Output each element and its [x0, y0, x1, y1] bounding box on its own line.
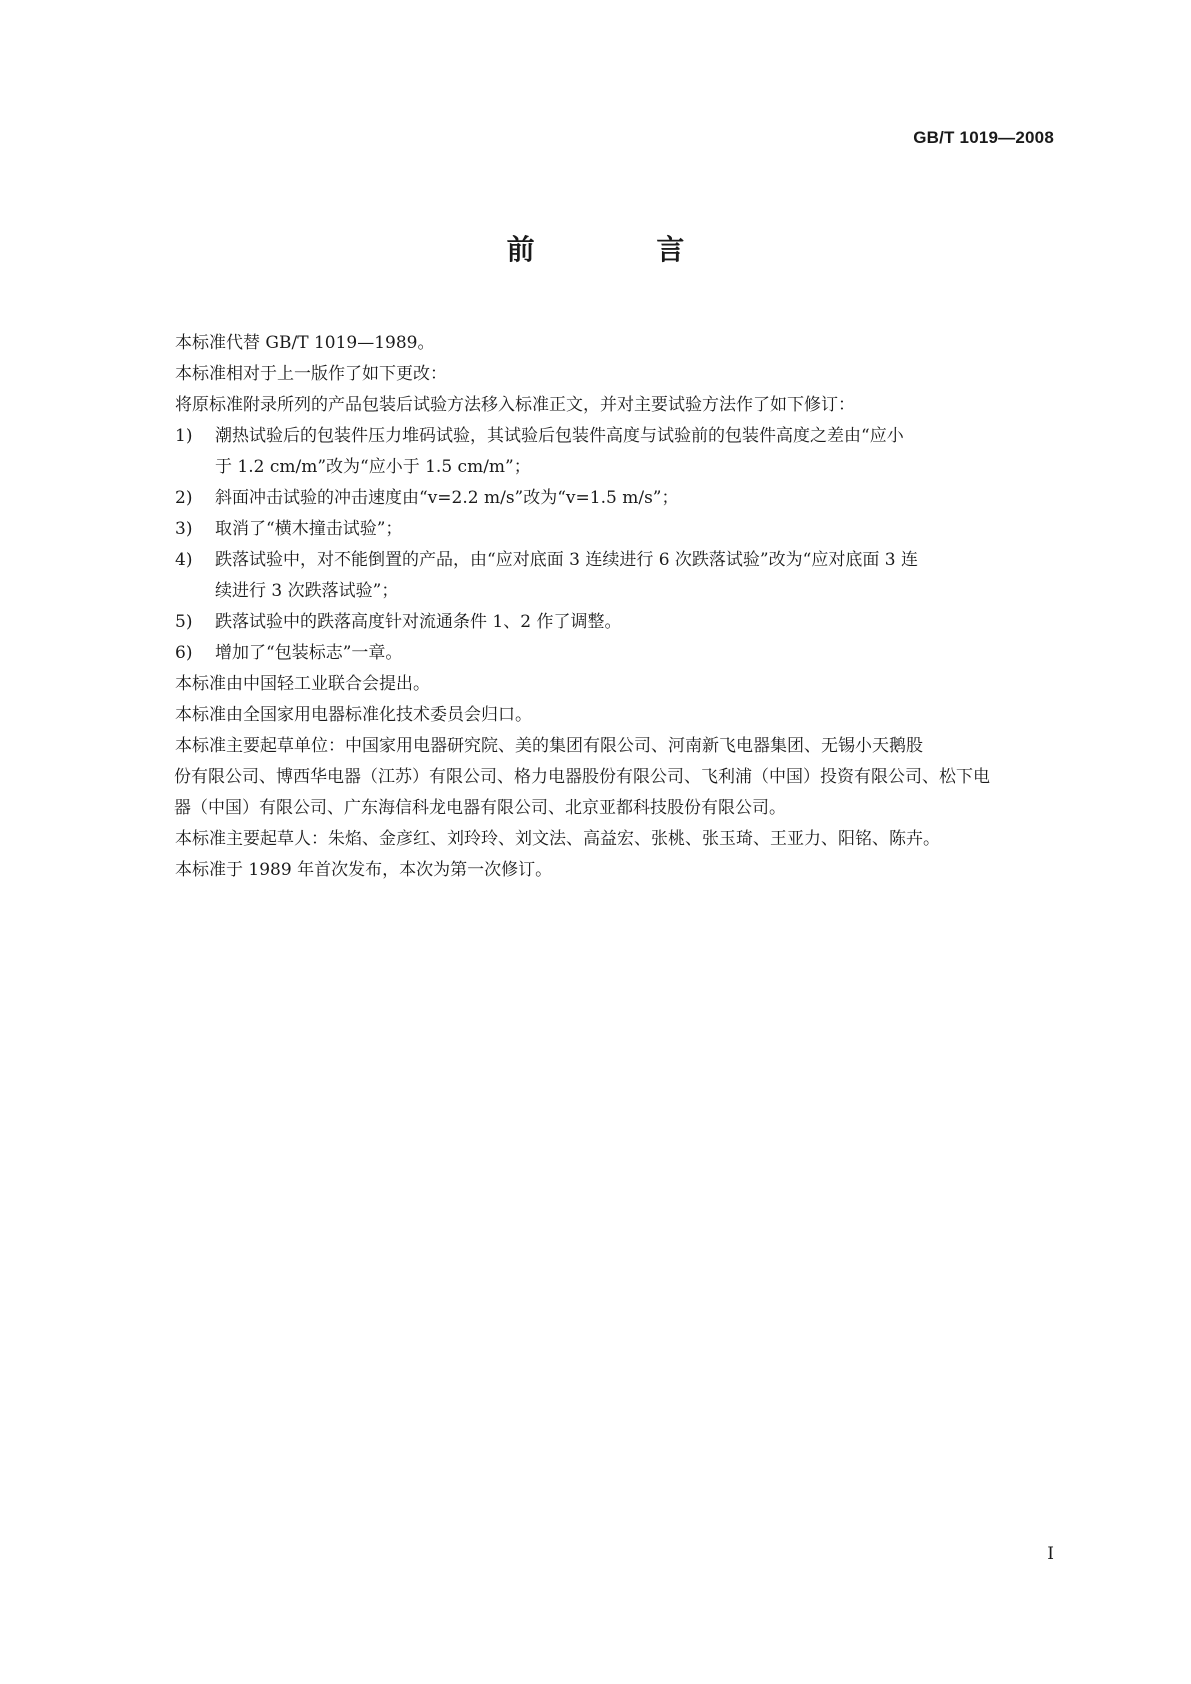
page-title: 前 言 [506, 233, 741, 266]
list-item-text: 增加了“包装标志”一章。 [215, 643, 403, 663]
drafting-units-line: 本标准主要起草单位：中国家用电器研究院、美的集团有限公司、河南新飞电器集团、无锡小天鹅股 [175, 736, 923, 756]
foreword-body [175, 328, 1061, 886]
list-item-number: 4) [175, 550, 193, 570]
list-item-text: 跌落试验中的跌落高度针对流通条件 1、2 作了调整。 [215, 612, 622, 632]
list-item [175, 607, 1061, 638]
drafting-units-line: 器（中国）有限公司、广东海信科龙电器有限公司、北京亚都科技股份有限公司。 [174, 798, 786, 818]
paragraph-history: 本标准于 1989 年首次发布，本次为第一次修订。 [175, 860, 553, 880]
paragraph-proposed-by: 本标准由中国轻工业联合会提出。 [175, 674, 430, 694]
list-item [175, 483, 1061, 514]
page-number: I [1047, 1544, 1054, 1564]
list-item-number: 5) [175, 612, 193, 632]
paragraph-changes-intro: 本标准相对于上一版作了如下更改： [175, 364, 447, 384]
list-item-number: 2) [175, 488, 193, 508]
list-item-text: 潮热试验后的包装件压力堆码试验，其试验后包装件高度与试验前的包装件高度之差由“应小 [215, 426, 904, 446]
list-item-number: 3) [175, 519, 193, 539]
paragraph-centralized-by: 本标准由全国家用电器标准化技术委员会归口。 [175, 705, 532, 725]
list-item-number: 1) [175, 426, 193, 446]
paragraph-replaces: 本标准代替 GB/T 1019—1989。 [175, 333, 435, 353]
list-item [175, 638, 1061, 669]
list-item-text-continued: 于 1.2 cm/m”改为“应小于 1.5 cm/m”； [215, 457, 531, 477]
list-item [175, 421, 1061, 483]
list-item-text: 跌落试验中，对不能倒置的产品，由“应对底面 3 连续进行 6 次跌落试验”改为“应对底面 3 连 [215, 550, 918, 570]
paragraph-methods-moved: 将原标准附录所列的产品包装后试验方法移入标准正文，并对主要试验方法作了如下修订： [175, 395, 855, 415]
list-item-number: 6) [175, 643, 193, 663]
list-item [175, 545, 1061, 607]
standard-code-header: GB/T 1019—2008 [913, 128, 1054, 147]
paragraph-drafters: 本标准主要起草人：朱焰、金彦红、刘玲玲、刘文法、高益宏、张桃、张玉琦、王亚力、阳铭、陈卉。 [175, 829, 940, 849]
list-item-text: 取消了“横木撞击试验”； [215, 519, 403, 539]
drafting-units-line: 份有限公司、博西华电器（江苏）有限公司、格力电器股份有限公司、飞利浦（中国）投资有限公司、松下电 [174, 767, 990, 787]
paragraph-drafting-units [175, 731, 1061, 824]
list-item-text: 斜面冲击试验的冲击速度由“v=2.2 m/s”改为“v=1.5 m/s”； [215, 488, 679, 508]
list-item-text-continued: 续进行 3 次跌落试验”； [215, 581, 399, 601]
list-item [175, 514, 1061, 545]
